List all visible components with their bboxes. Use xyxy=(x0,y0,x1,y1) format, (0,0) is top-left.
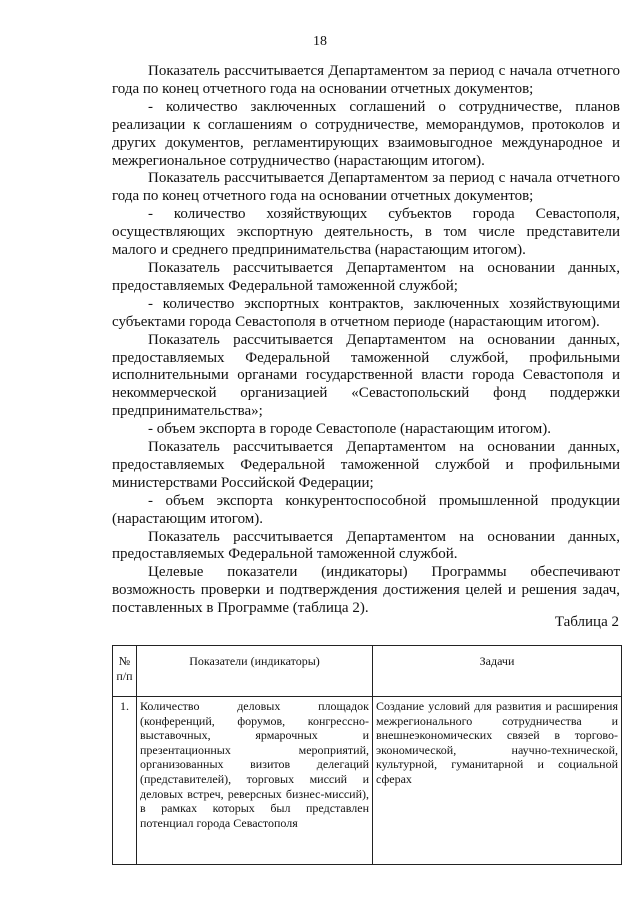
paragraph: Показатель рассчитывается Департаментом за период с начала отчетного года по конец отчетного года на основании отчетных документов; xyxy=(112,170,620,205)
page-number: 18 xyxy=(313,34,327,49)
paragraph: - количество экспортных контрактов, заключенных хозяйствующими субъектами города Севастополя в отчетном периоде (нарастающим итогом). xyxy=(112,295,620,330)
paragraph: - количество хозяйствующих субъектов города Севастополя, осуществляющих экспортную деятельность, в том числе представители малого и среднего предпринимательства (нарастающим итогом). xyxy=(112,206,620,259)
row-number: 1. xyxy=(113,697,137,865)
document-body xyxy=(112,63,620,618)
paragraph: Показатель рассчитывается Департаментом на основании данных, предоставляемых Федеральной таможенной службой. xyxy=(112,528,620,563)
row-task: Создание условий для развития и расширения межрегионального сотрудничества и внешнеэкономических связей в торгово-экономической, научно-технической, культурной, гуманитарной и социальной сферах xyxy=(373,697,622,865)
paragraph: Показатель рассчитывается Департаментом за период с начала отчетного года по конец отчетного года на основании отчетных документов; xyxy=(112,63,620,97)
table-row xyxy=(113,697,622,865)
indicators-table xyxy=(112,645,622,865)
paragraph: - объем экспорта в городе Севастополе (нарастающим итогом). xyxy=(148,421,552,438)
paragraph: - количество заключенных соглашений о сотрудничестве, планов реализации к соглашениям о сотрудничестве, меморандумов, протоколов и других документов, регламентирующих взаимовыгодное международное и межрегиональное сотрудничество (нарастающим итогом). xyxy=(112,98,620,169)
paragraph: Целевые показатели (индикаторы) Программы обеспечивают возможность проверки и подтверждения достижения целей и решения задач, поставленных в Программе (таблица 2). xyxy=(112,564,620,617)
table-caption: Таблица 2 xyxy=(554,614,619,630)
table-header-row xyxy=(113,646,622,697)
paragraph: Показатель рассчитывается Департаментом на основании данных, предоставляемых Федеральной таможенной службой; xyxy=(112,259,620,294)
header-tasks: Задачи xyxy=(373,646,622,697)
paragraph: Показатель рассчитывается Департаментом на основании данных, предоставляемых Федеральной таможенной службой и профильными министерствами Российской Федерации; xyxy=(112,439,620,491)
header-indicators: Показатели (индикаторы) xyxy=(137,646,373,697)
row-indicator: Количество деловых площадок (конференций, форумов, конгрессно-выставочных, ярмарочных и презентационных мероприятий, организованных визитов делегаций (представителей), торговых миссий и деловых встреч, реверсных бизнес-миссий), в рамках которых был представлен потенциал города Севастополя xyxy=(137,697,373,865)
paragraph: - объем экспорта конкурентоспособной промышленной продукции (нарастающим итогом). xyxy=(112,492,620,527)
header-number: № п/п xyxy=(113,646,137,697)
paragraph: Показатель рассчитывается Департаментом на основании данных, предоставляемых Федеральной таможенной службой, профильными исполнительными органами государственной власти города Севастополя и некоммерческой организацией «Севастопольский фонд поддержки предпринимательства»; xyxy=(112,331,620,420)
